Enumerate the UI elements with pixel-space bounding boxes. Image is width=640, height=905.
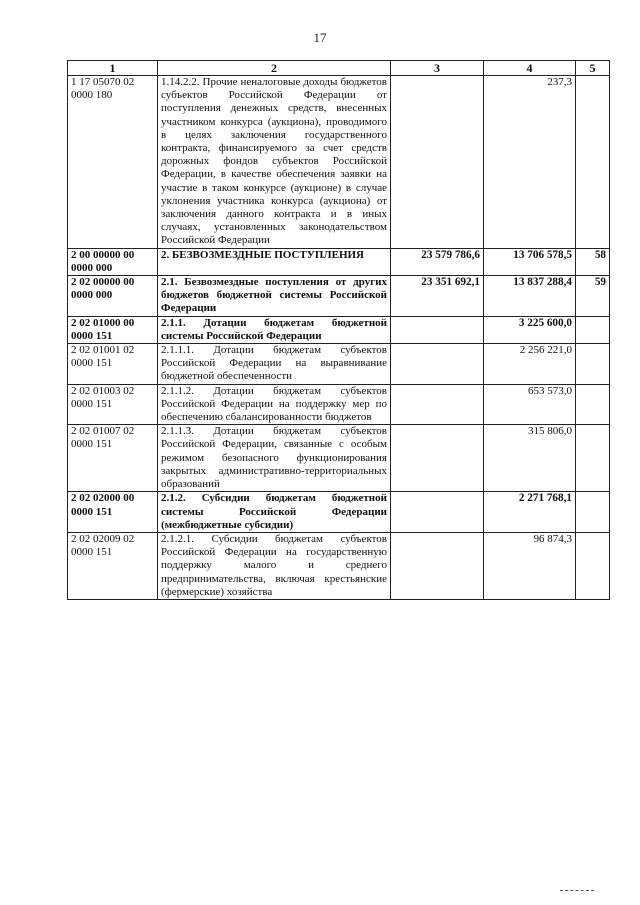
row-name: 2.1.1. Дотации бюджетам бюджетной системы Российской Федерации xyxy=(158,316,391,343)
row-code: 2 02 02009 02 0000 151 xyxy=(68,532,158,599)
row-name: 2.1. Безвозмездные поступления от других бюджетов бюджетной системы Российской Федерации xyxy=(158,276,391,317)
table-row xyxy=(68,248,610,275)
row-col5 xyxy=(576,425,610,492)
row-col3: 23 579 786,6 xyxy=(391,248,484,275)
row-col4: 2 271 768,1 xyxy=(484,492,576,533)
row-col5 xyxy=(576,492,610,533)
table-row xyxy=(68,76,610,249)
table-row xyxy=(68,492,610,533)
row-col3 xyxy=(391,384,484,425)
row-code: 2 02 00000 00 0000 000 xyxy=(68,276,158,317)
row-col4: 96 874,3 xyxy=(484,532,576,599)
row-code: 2 02 01000 00 0000 151 xyxy=(68,316,158,343)
row-col5 xyxy=(576,76,610,249)
footer-scan-mark xyxy=(560,890,594,891)
row-col3 xyxy=(391,316,484,343)
row-name: 2.1.2. Субсидии бюджетам бюджетной системы Российской Федерации (межбюджетные субсидии) xyxy=(158,492,391,533)
row-col3 xyxy=(391,344,484,385)
row-code: 2 02 01003 02 0000 151 xyxy=(68,384,158,425)
row-code: 2 00 00000 00 0000 000 xyxy=(68,248,158,275)
budget-table xyxy=(67,60,610,600)
header-col-1: 1 xyxy=(68,61,158,76)
row-col5 xyxy=(576,316,610,343)
row-col3: 23 351 692,1 xyxy=(391,276,484,317)
row-col4: 3 225 600,0 xyxy=(484,316,576,343)
row-col4: 13 706 578,5 xyxy=(484,248,576,275)
table-row xyxy=(68,384,610,425)
row-col3 xyxy=(391,532,484,599)
row-col5 xyxy=(576,344,610,385)
row-name: 2.1.1.3. Дотации бюджетам субъектов Российской Федерации, связанные с особым режимом безопасного функционирования закрытых административно-территориальных образований xyxy=(158,425,391,492)
row-col3 xyxy=(391,76,484,249)
table-row xyxy=(68,344,610,385)
header-col-3: 3 xyxy=(391,61,484,76)
page-number: 17 xyxy=(313,30,327,45)
table-header-row xyxy=(68,61,610,76)
row-code: 2 02 02000 00 0000 151 xyxy=(68,492,158,533)
header-col-5: 5 xyxy=(576,61,610,76)
row-col5 xyxy=(576,384,610,425)
row-col5 xyxy=(576,532,610,599)
row-name: 1.14.2.2. Прочие неналоговые доходы бюджетов субъектов Российской Федерации от поступления денежных средств, внесенных участником конкурса (аукциона), проводимого в целях заключения государственного контракта, финансируемого за счет средств дорожных фондов субъектов Российской Федерации, в качестве обеспечения заявки на участие в таком конкурсе (аукционе) в случае уклонения участника конкурса (аукциона) от заключения данного контракта и в иных случаях, установленных законодательством Российской Федерации xyxy=(158,76,391,249)
table-row xyxy=(68,276,610,317)
row-col4: 237,3 xyxy=(484,76,576,249)
row-code: 2 02 01007 02 0000 151 xyxy=(68,425,158,492)
row-name: 2. БЕЗВОЗМЕЗДНЫЕ ПОСТУПЛЕНИЯ xyxy=(158,248,391,275)
table-row xyxy=(68,425,610,492)
row-col4: 13 837 288,4 xyxy=(484,276,576,317)
row-col5: 58 xyxy=(576,248,610,275)
row-col3 xyxy=(391,425,484,492)
row-name: 2.1.2.1. Субсидии бюджетам субъектов Российской Федерации на государственную поддержку малого и среднего предпринимательства, включая крестьянские (фермерские) хозяйства xyxy=(158,532,391,599)
header-col-4: 4 xyxy=(484,61,576,76)
header-col-2: 2 xyxy=(158,61,391,76)
row-col4: 315 806,0 xyxy=(484,425,576,492)
row-col3 xyxy=(391,492,484,533)
row-code: 1 17 05070 02 0000 180 xyxy=(68,76,158,249)
table-row xyxy=(68,532,610,599)
row-code: 2 02 01001 02 0000 151 xyxy=(68,344,158,385)
row-name: 2.1.1.1. Дотации бюджетам субъектов Российской Федерации на выравнивание бюджетной обеспеченности xyxy=(158,344,391,385)
row-name: 2.1.1.2. Дотации бюджетам субъектов Российской Федерации на поддержку мер по обеспечению сбалансированности бюджетов xyxy=(158,384,391,425)
row-col4: 653 573,0 xyxy=(484,384,576,425)
row-col5: 59 xyxy=(576,276,610,317)
table-row xyxy=(68,316,610,343)
row-col4: 2 256 221,0 xyxy=(484,344,576,385)
